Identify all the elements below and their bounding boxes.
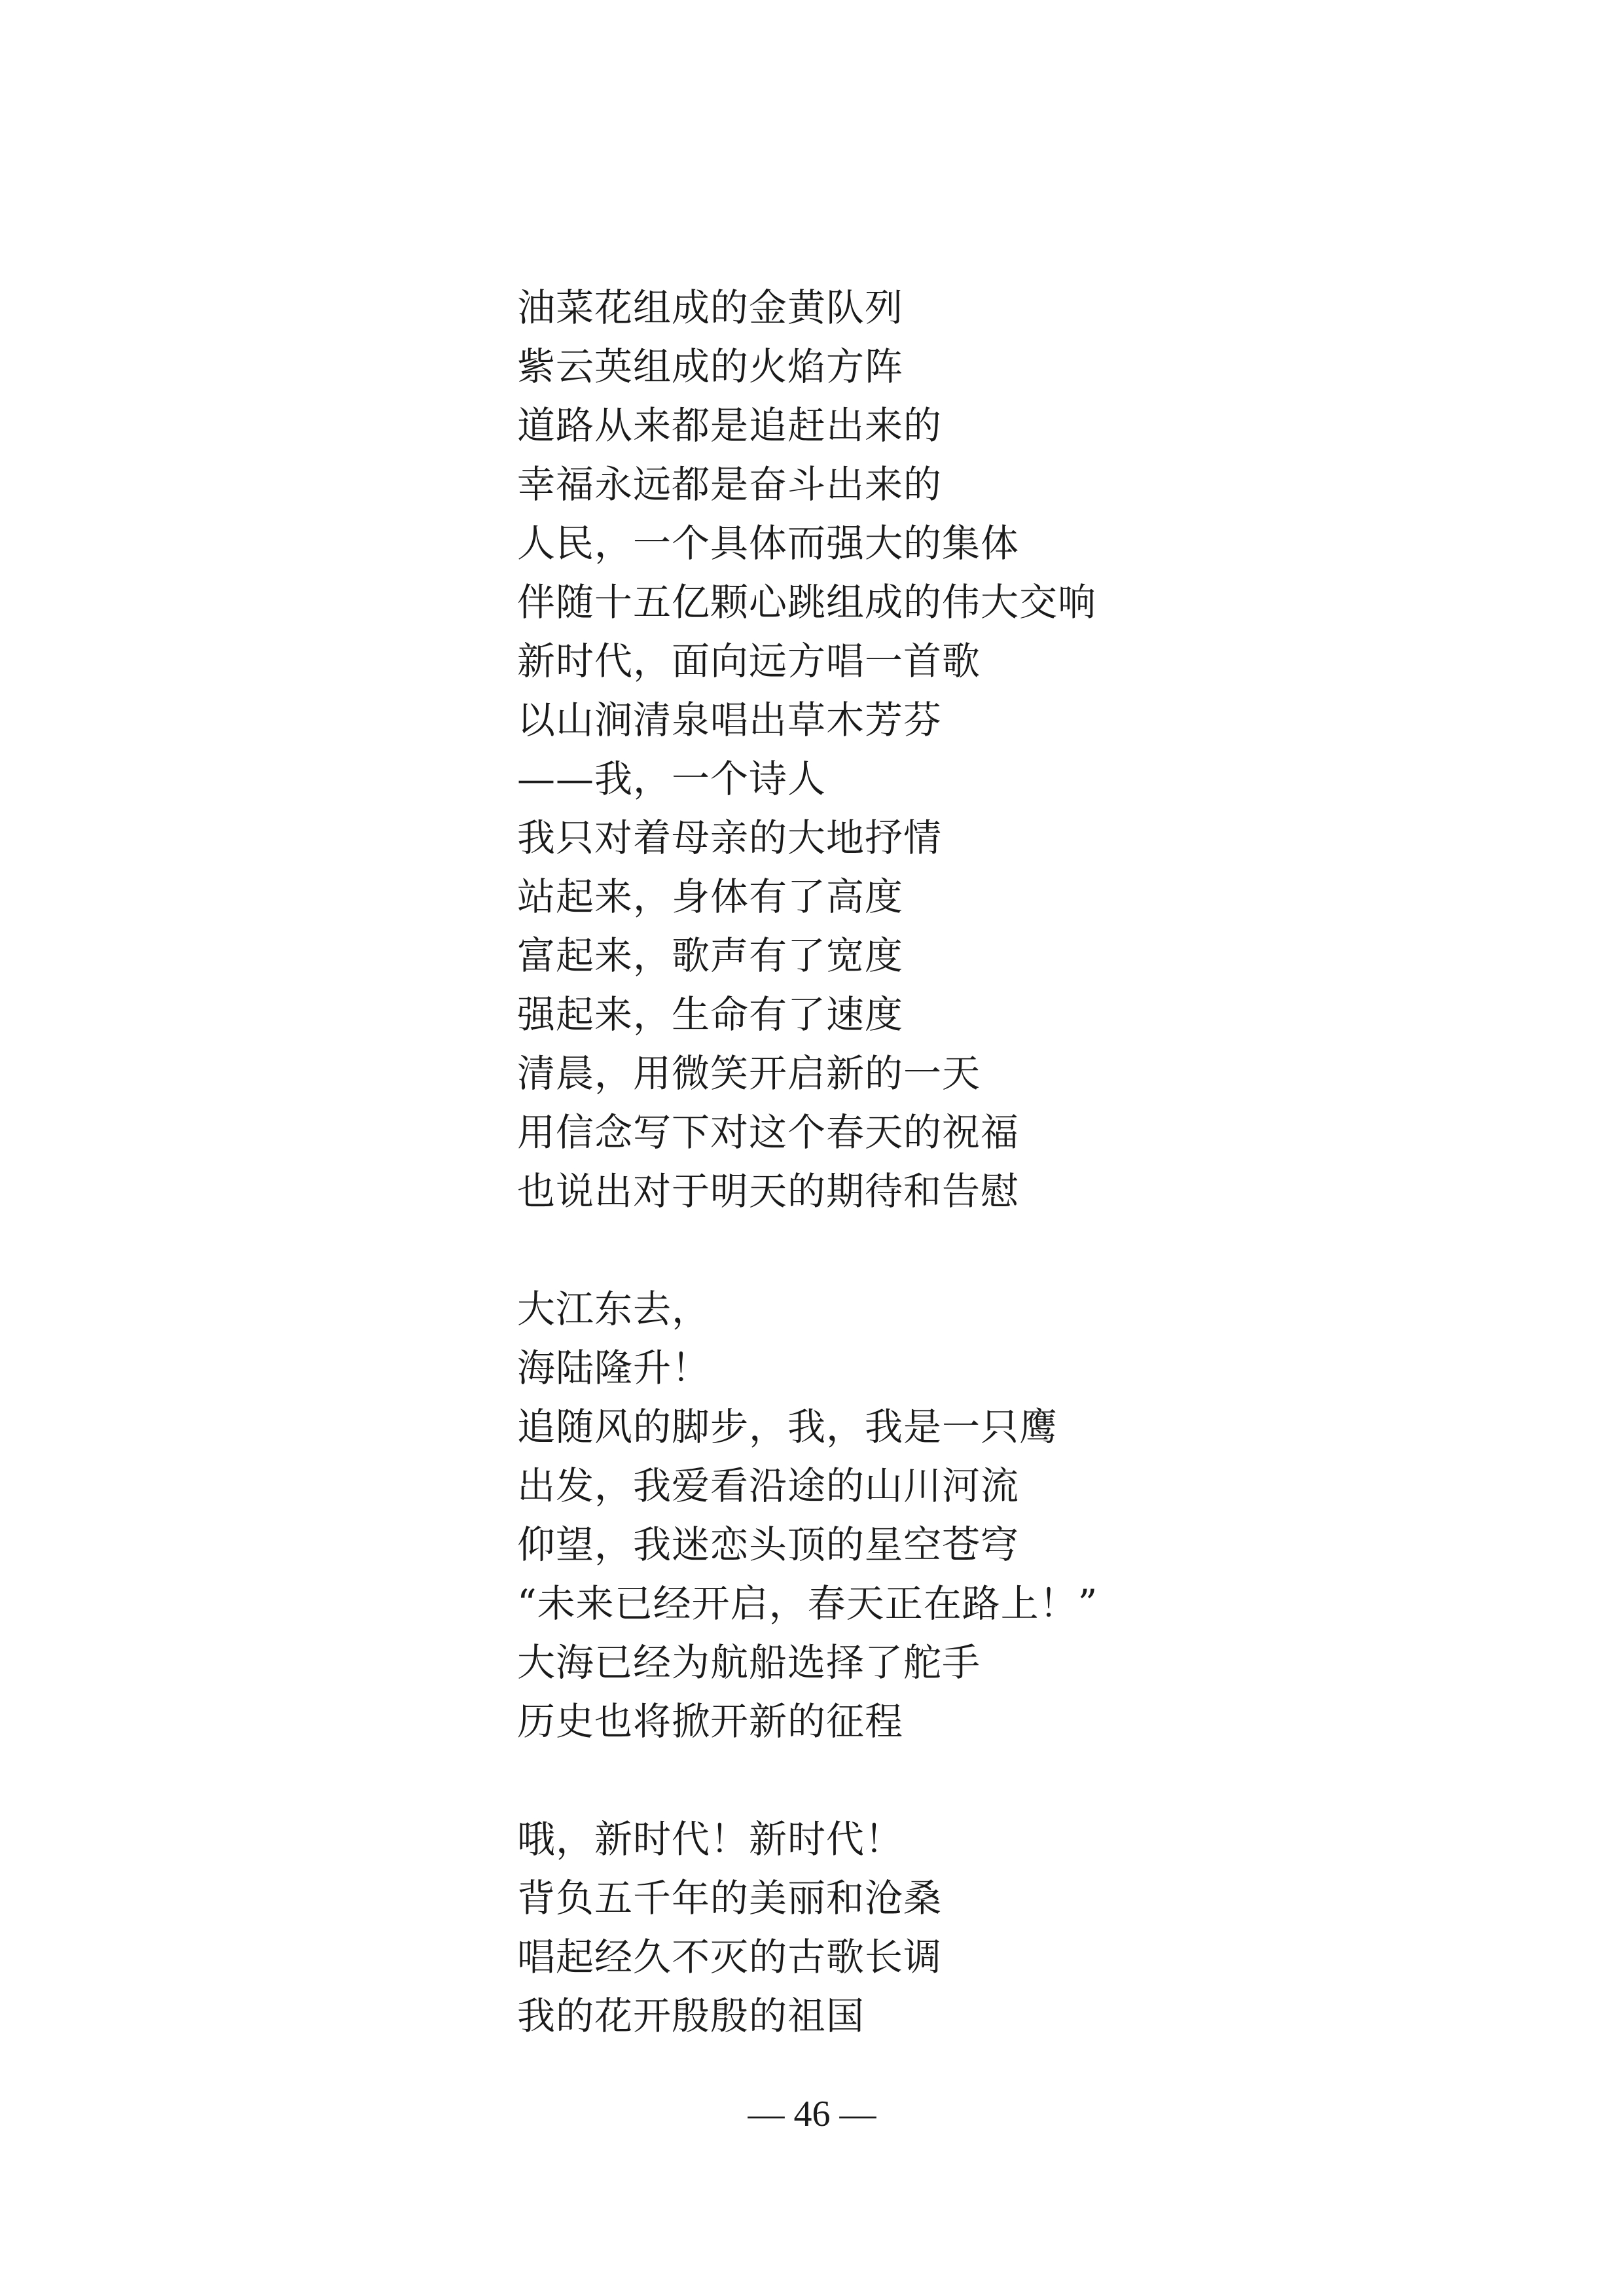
poem-line: 海陆隆升！ [517, 1346, 711, 1390]
poem-line: 道路从来都是追赶出来的 [517, 403, 943, 448]
poem-line: 清晨，用微笑开启新的一天 [517, 1051, 981, 1096]
poem-line: 唱起经久不灭的古歌长调 [517, 1935, 943, 1979]
poem-line: ——我，一个诗人 [517, 757, 827, 801]
stanza-1 [517, 278, 1434, 1221]
poem-line: 人民，一个具体而强大的集体 [517, 521, 1020, 565]
poem-line: 以山涧清泉唱出草木芳芬 [517, 698, 943, 742]
poem-line: 富起来，歌声有了宽度 [517, 933, 904, 978]
poem-line: 大海已经为航船选择了舵手 [517, 1640, 981, 1685]
poem-line: 我只对着母亲的大地抒情 [517, 816, 943, 860]
poem-line: 紫云英组成的火焰方阵 [517, 344, 904, 389]
poem-line: 也说出对于明天的期待和告慰 [517, 1169, 1020, 1213]
poem-line: 出发，我爱看沿途的山川河流 [517, 1463, 1020, 1508]
poem-line: 追随风的脚步，我，我是一只鹰 [517, 1405, 1058, 1449]
poem-line: 哦，新时代！新时代！ [517, 1817, 904, 1861]
page-number: — 46 — [748, 2094, 876, 2134]
poem-line: “未来已经开启，春天正在路上！” [517, 1581, 1098, 1626]
poem-line: 大江东去， [517, 1287, 711, 1331]
poem-line: 站起来，身体有了高度 [517, 874, 904, 919]
poem-line: 历史也将掀开新的征程 [517, 1699, 904, 1744]
stanza-3 [517, 1810, 1434, 2045]
stanza-2 [517, 1280, 1434, 1751]
poem-line: 新时代，面向远方唱一首歌 [517, 639, 981, 683]
poem-line: 仰望，我迷恋头顶的星空苍穹 [517, 1522, 1020, 1567]
poem-line: 用信念写下对这个春天的祝福 [517, 1110, 1020, 1155]
poem-body [517, 278, 1434, 2045]
poem-line: 伴随十五亿颗心跳组成的伟大交响 [517, 580, 1097, 624]
poem-line: 我的花开殷殷的祖国 [517, 1994, 865, 2038]
poem-line: 幸福永远都是奋斗出来的 [517, 462, 943, 507]
poem-line: 强起来，生命有了速度 [517, 992, 904, 1037]
poem-line: 背负五千年的美丽和沧桑 [517, 1876, 943, 1920]
poem-line: 油菜花组成的金黄队列 [517, 285, 904, 330]
